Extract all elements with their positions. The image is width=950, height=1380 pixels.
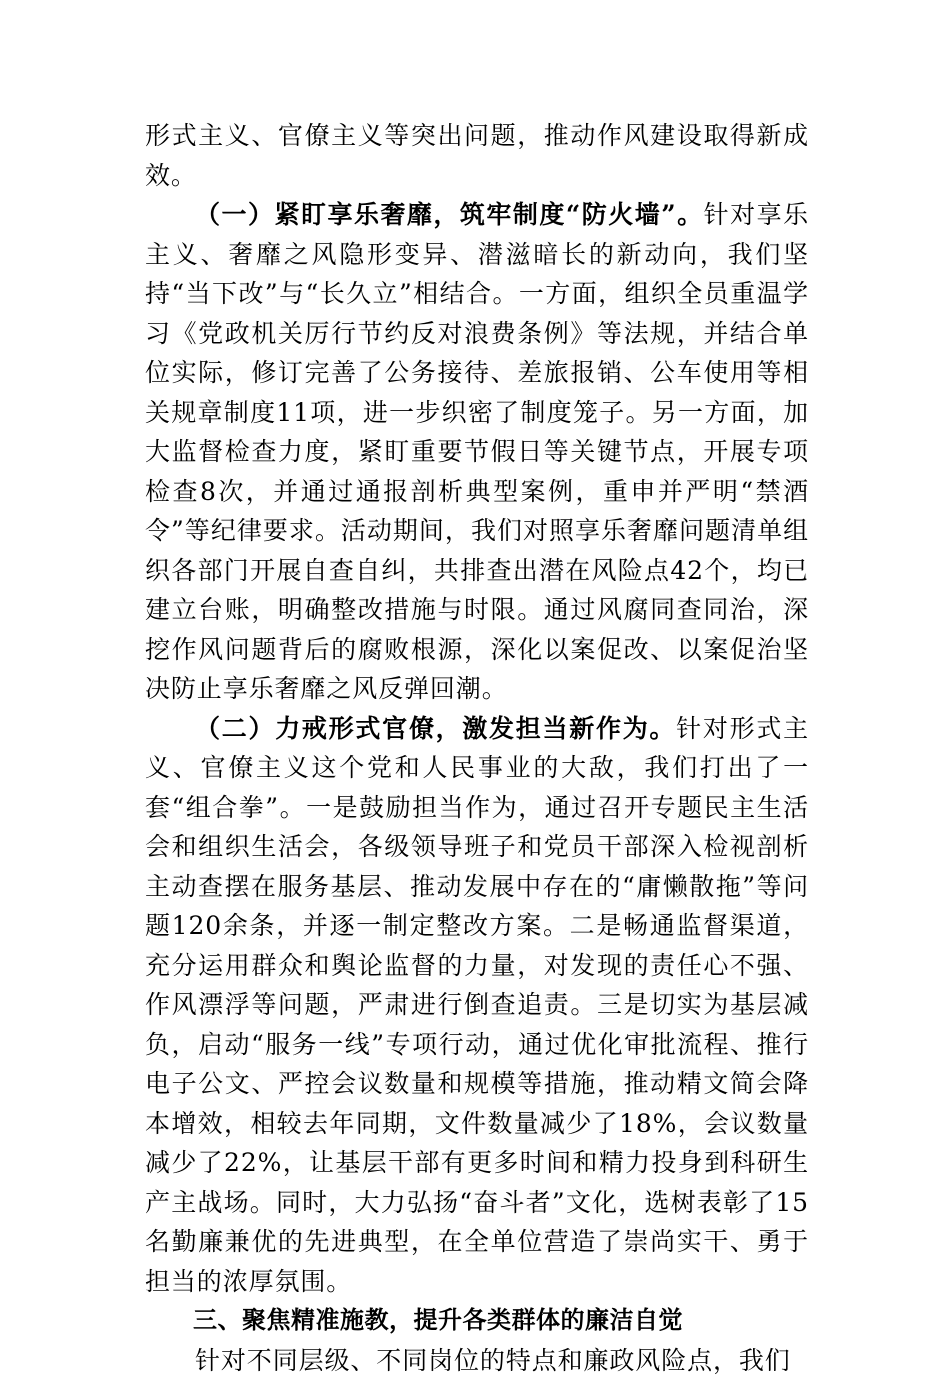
section-2-paragraph: [145, 709, 809, 1302]
section-2-title: （二）力戒形式官僚，激发担当新作为。: [195, 714, 676, 743]
intro-paragraph: [145, 116, 809, 195]
section-1-paragraph: [145, 195, 809, 709]
section-3-heading-text: 三、聚焦精准施教，提升各类群体的廉洁自觉: [193, 1306, 683, 1334]
document-body: [145, 116, 809, 1380]
section-1-title: （一）紧盯享乐奢靡，筑牢制度“防火墙”。: [195, 200, 704, 229]
section-2-body: 针对形式主义、官僚主义这个党和人民事业的大敌，我们打出了一套“组合拳”。一是鼓励担当作为，通过召开专题民主生活会和组织生活会，各级领导班子和党员干部深入检视剖析主动查摆在服务基层、推动发展中存在的“庸懒散拖”等问题120余条，并逐一制定整改方案。二是畅通监督渠道，充分运用群众和舆论监督的力量，对发现的责任心不强、作风漂浮等问题，严肃进行倒查追责。三是切实为基层减负，启动“服务一线”专项行动，通过优化审批流程、推行电子公文、严控会议数量和规模等措施，推动精文简会降本增效，相较去年同期，文件数量减少了18%，会议数量减少了22%，让基层干部有更多时间和精力投身到科研生产主战场。同时，大力弘扬“奋斗者”文化，选树表彰了15名勤廉兼优的先进典型，在全单位营造了崇尚实干、勇于担当的浓厚氛围。: [145, 714, 809, 1296]
section-3-heading: [145, 1301, 809, 1341]
section-1-body: 针对享乐主义、奢靡之风隐形变异、潜滋暗长的新动向，我们坚持“当下改”与“长久立”相结合。一方面，组织全员重温学习《党政机关厉行节约反对浪费条例》等法规，并结合单位实际，修订完善了公务接待、差旅报销、公车使用等相关规章制度11项，进一步织密了制度笼子。另一方面，加大监督检查力度，紧盯重要节假日等关键节点，开展专项检查8次，并通过通报剖析典型案例，重申并严明“禁酒令”等纪律要求。活动期间，我们对照享乐奢靡问题清单组织各部门开展自查自纠，共排查出潜在风险点42个，均已建立台账，明确整改措施与时限。通过风腐同查同治，深挖作风问题背后的腐败根源，深化以案促改、以案促治坚决防止享乐奢靡之风反弹回潮。: [145, 200, 809, 703]
intro-text: 形式主义、官僚主义等突出问题，推动作风建设取得新成效。: [145, 121, 809, 190]
section-3-paragraph: [145, 1341, 809, 1380]
section-3-body: 针对不同层级、不同岗位的特点和廉政风险点，我们: [195, 1346, 791, 1375]
